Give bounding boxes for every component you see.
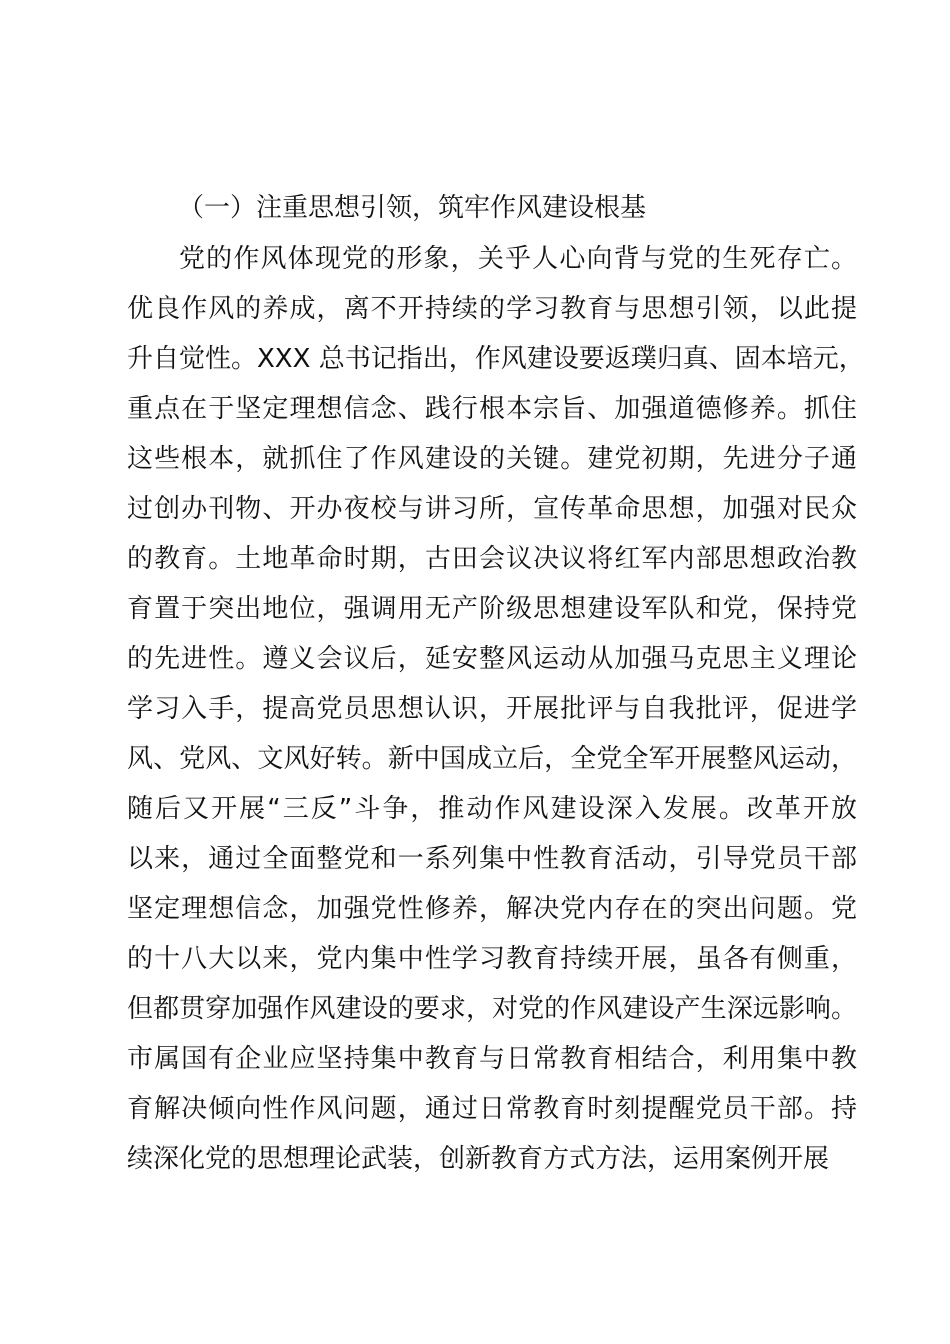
paragraph-line: 坚定理想信念，加强党性修养，解决党内存在的突出问题。党 bbox=[127, 894, 857, 924]
paragraph-line: 随后又开展“三反”斗争，推动作风建设深入发展。改革开放 bbox=[127, 794, 857, 824]
paragraph-line: 的十八大以来，党内集中性学习教育持续开展，虽各有侧重， bbox=[127, 944, 857, 974]
paragraph-line: 的教育。土地革命时期，古田会议决议将红军内部思想政治教 bbox=[127, 544, 857, 574]
paragraph-line: 风、党风、文风好转。新中国成立后，全党全军开展整风运动， bbox=[127, 744, 857, 774]
paragraph-line: 党的作风体现党的形象，关乎人心向背与党的生死存亡。 bbox=[179, 244, 857, 274]
paragraph-line: 但都贯穿加强作风建设的要求，对党的作风建设产生深远影响。 bbox=[127, 994, 857, 1024]
paragraph-line: 重点在于坚定理想信念、践行根本宗旨、加强道德修养。抓住 bbox=[127, 394, 857, 424]
paragraph-line: 以来，通过全面整党和一系列集中性教育活动，引导党员干部 bbox=[127, 844, 857, 874]
paragraph-line: 育置于突出地位，强调用无产阶级思想建设军队和党，保持党 bbox=[127, 594, 857, 624]
paragraph-line: 升自觉性。XXX 总书记指出，作风建设要返璞归真、固本培元， bbox=[127, 344, 865, 374]
section-heading: （一）注重思想引领，筑牢作风建设根基 bbox=[178, 193, 647, 223]
body-paragraph bbox=[127, 234, 865, 1184]
paragraph-line: 市属国有企业应坚持集中教育与日常教育相结合，利用集中教 bbox=[127, 1044, 857, 1074]
paragraph-line: 续深化党的思想理论武装，创新教育方式方法，运用案例开展 bbox=[127, 1144, 830, 1174]
paragraph-line: 学习入手，提高党员思想认识，开展批评与自我批评，促进学 bbox=[127, 694, 857, 724]
paragraph-line: 这些根本，就抓住了作风建设的关键。建党初期，先进分子通 bbox=[127, 444, 857, 474]
paragraph-line: 的先进性。遵义会议后，延安整风运动从加强马克思主义理论 bbox=[127, 644, 857, 674]
paragraph-line: 育解决倾向性作风问题，通过日常教育时刻提醒党员干部。持 bbox=[127, 1094, 857, 1124]
paragraph-line: 优良作风的养成，离不开持续的学习教育与思想引领，以此提 bbox=[127, 294, 857, 324]
paragraph-line: 过创办刊物、开办夜校与讲习所，宣传革命思想，加强对民众 bbox=[127, 494, 857, 524]
